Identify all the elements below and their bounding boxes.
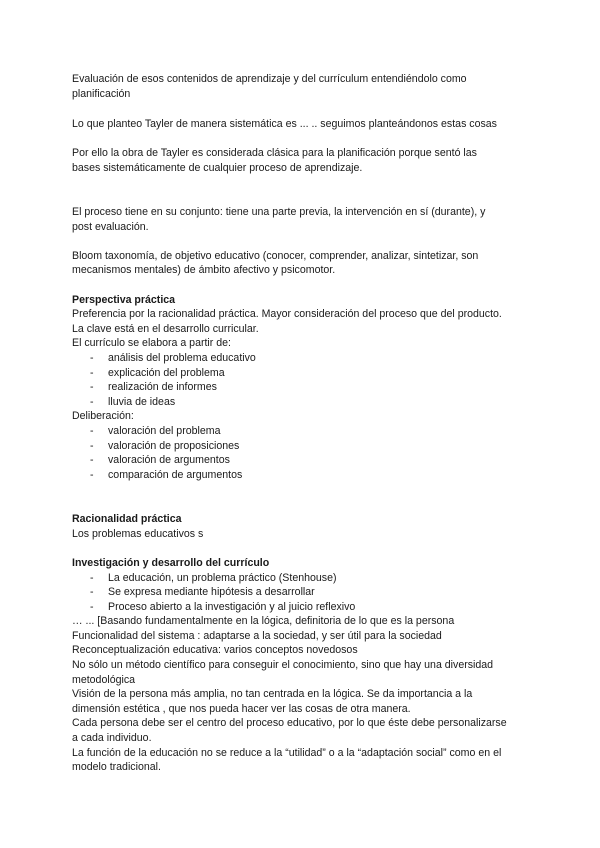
- bullet-dash: -: [90, 572, 94, 584]
- paragraph-line: dimensión estética , que nos pueda hacer ver las cosas de otra manera.: [72, 703, 411, 715]
- list-item-text: Proceso abierto a la investigación y al juicio reflexivo: [108, 601, 356, 613]
- intro-line: Por ello la obra de Tayler es considerada clásica para la planificación porque sentó las: [72, 147, 477, 159]
- paragraph-line: Funcionalidad del sistema : adaptarse a la sociedad, y ser útil para la sociedad: [72, 630, 442, 642]
- paragraph-line: Los problemas educativos s: [72, 528, 204, 540]
- section-heading: Investigación y desarrollo del currículo: [72, 557, 270, 569]
- intro-line: post evaluación.: [72, 221, 149, 233]
- paragraph-line: Visión de la persona más amplia, no tan centrada en la lógica. Se da importancia a la: [72, 688, 473, 700]
- bullet-dash: -: [90, 440, 94, 452]
- paragraph-line: Reconceptualización educativa: varios conceptos novedosos: [72, 644, 358, 656]
- intro-line: mecanismos mentales) de ámbito afectivo y psicomotor.: [72, 264, 336, 276]
- intro-line: planificación: [72, 88, 131, 100]
- bullet-dash: -: [90, 367, 94, 379]
- list-item-text: realización de informes: [108, 381, 217, 393]
- paragraph-line: metodológica: [72, 674, 136, 686]
- paragraph-line: a cada individuo.: [72, 732, 152, 744]
- list-item-text: Se expresa mediante hipótesis a desarrollar: [108, 586, 315, 598]
- paragraph-line: Cada persona debe ser el centro del proceso educativo, por lo que éste debe personalizarse: [72, 717, 507, 729]
- intro-line: bases sistemáticamente de cualquier proceso de aprendizaje.: [72, 162, 363, 174]
- bullet-dash: -: [90, 381, 94, 393]
- list-item-text: valoración del problema: [108, 425, 221, 437]
- paragraph-line: Deliberación:: [72, 410, 134, 422]
- intro-line: Bloom taxonomía, de objetivo educativo (conocer, comprender, analizar, sintetizar, son: [72, 250, 479, 262]
- bullet-dash: -: [90, 601, 94, 613]
- list-item-text: lluvia de ideas: [108, 396, 176, 408]
- bullet-dash: -: [90, 454, 94, 466]
- bullet-dash: -: [90, 352, 94, 364]
- paragraph-line: No sólo un método científico para conseguir el conocimiento, sino que hay una diversidad: [72, 659, 494, 671]
- bullet-dash: -: [90, 586, 94, 598]
- intro-line: Evaluación de esos contenidos de aprendizaje y del currículum entendiéndolo como: [72, 73, 467, 85]
- section-heading: Perspectiva práctica: [72, 294, 176, 306]
- intro-line: Lo que planteo Tayler de manera sistemática es ... .. seguimos planteándonos estas cosas: [72, 118, 497, 130]
- list-item-text: valoración de argumentos: [108, 454, 230, 466]
- paragraph-line: … ... [Basando fundamentalmente en la lógica, definitoria de lo que es la persona: [72, 615, 455, 627]
- paragraph-line: La función de la educación no se reduce a la “utilidad” o a la “adaptación social” como en el: [72, 747, 502, 759]
- bullet-dash: -: [90, 469, 94, 481]
- section-heading: Racionalidad práctica: [72, 513, 182, 525]
- paragraph-line: La clave está en el desarrollo curricular.: [72, 323, 259, 335]
- list-item-text: comparación de argumentos: [108, 469, 243, 481]
- bullet-dash: -: [90, 425, 94, 437]
- paragraph-line: El currículo se elabora a partir de:: [72, 337, 231, 349]
- paragraph-line: modelo tradicional.: [72, 761, 161, 773]
- paragraph-line: Preferencia por la racionalidad práctica. Mayor consideración del proceso que del producto.: [72, 308, 502, 320]
- list-item-text: valoración de proposiciones: [108, 440, 240, 452]
- bullet-dash: -: [90, 396, 94, 408]
- list-item-text: explicación del problema: [108, 367, 225, 379]
- list-item-text: análisis del problema educativo: [108, 352, 256, 364]
- intro-line: El proceso tiene en su conjunto: tiene una parte previa, la intervención en sí (durante), y: [72, 206, 486, 218]
- list-item-text: La educación, un problema práctico (Stenhouse): [108, 572, 337, 584]
